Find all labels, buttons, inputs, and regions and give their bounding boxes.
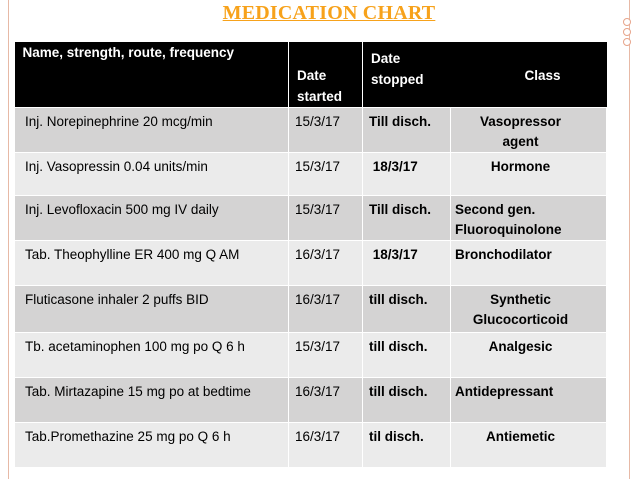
cell-date-started: 15/3/17 (289, 153, 363, 196)
cell-date-started: 16/3/17 (289, 378, 363, 423)
table-row (15, 423, 607, 468)
column-header-class: Class (451, 42, 607, 108)
cell-date-started: 15/3/17 (289, 196, 363, 241)
table-row (15, 333, 607, 378)
cell-class: Bronchodilator (451, 241, 607, 286)
cell-date-started: 16/3/17 (289, 423, 363, 468)
decorative-circle (623, 38, 631, 46)
cell-date-started: 15/3/17 (289, 108, 363, 153)
cell-class: Synthetic Glucocorticoid (451, 286, 607, 333)
cell-name: Fluticasone inhaler 2 puffs BID (15, 286, 289, 333)
column-header-date-stopped: Date stopped (363, 42, 451, 108)
table-row (15, 378, 607, 423)
decorative-circle (623, 28, 631, 36)
cell-name: Inj. Norepinephrine 20 mcg/min (15, 108, 289, 153)
cell-date-stopped: 18/3/17 (363, 241, 451, 286)
cell-name: Inj. Levofloxacin 500 mg IV daily (15, 196, 289, 241)
cell-class: Hormone (451, 153, 607, 196)
table-header-row (15, 42, 607, 108)
cell-class: Antiemetic (451, 423, 607, 468)
cell-name: Tab. Mirtazapine 15 mg po at bedtime (15, 378, 289, 423)
table-row (15, 108, 607, 153)
cell-class: Antidepressant (451, 378, 607, 423)
column-header-name: Name, strength, route, frequency (15, 42, 289, 108)
page-title: MEDICATION CHART (222, 2, 436, 24)
cell-date-started: 16/3/17 (289, 241, 363, 286)
medication-table (14, 42, 607, 468)
cell-date-stopped: till disch. (363, 333, 451, 378)
table-row (15, 153, 607, 196)
cell-name: Tab. Theophylline ER 400 mg Q AM (15, 241, 289, 286)
table-row (15, 196, 607, 241)
cell-name: Tb. acetaminophen 100 mg po Q 6 h (15, 333, 289, 378)
cell-date-stopped: Till disch. (363, 108, 451, 153)
cell-name: Tab.Promethazine 25 mg po Q 6 h (15, 423, 289, 468)
cell-date-started: 15/3/17 (289, 333, 363, 378)
cell-class: Analgesic (451, 333, 607, 378)
cell-class: Vasopressor agent (451, 108, 607, 153)
cell-date-stopped: til disch. (363, 423, 451, 468)
cell-date-stopped: till disch. (363, 378, 451, 423)
cell-date-stopped: 18/3/17 (363, 153, 451, 196)
cell-date-stopped: Till disch. (363, 196, 451, 241)
cell-date-stopped: till disch. (363, 286, 451, 333)
column-header-date-started: Date started (289, 42, 363, 108)
table-row (15, 241, 607, 286)
cell-date-started: 16/3/17 (289, 286, 363, 333)
table-row (15, 286, 607, 333)
cell-class: Second gen. Fluoroquinolone (451, 196, 607, 241)
cell-name: Inj. Vasopressin 0.04 units/min (15, 153, 289, 196)
